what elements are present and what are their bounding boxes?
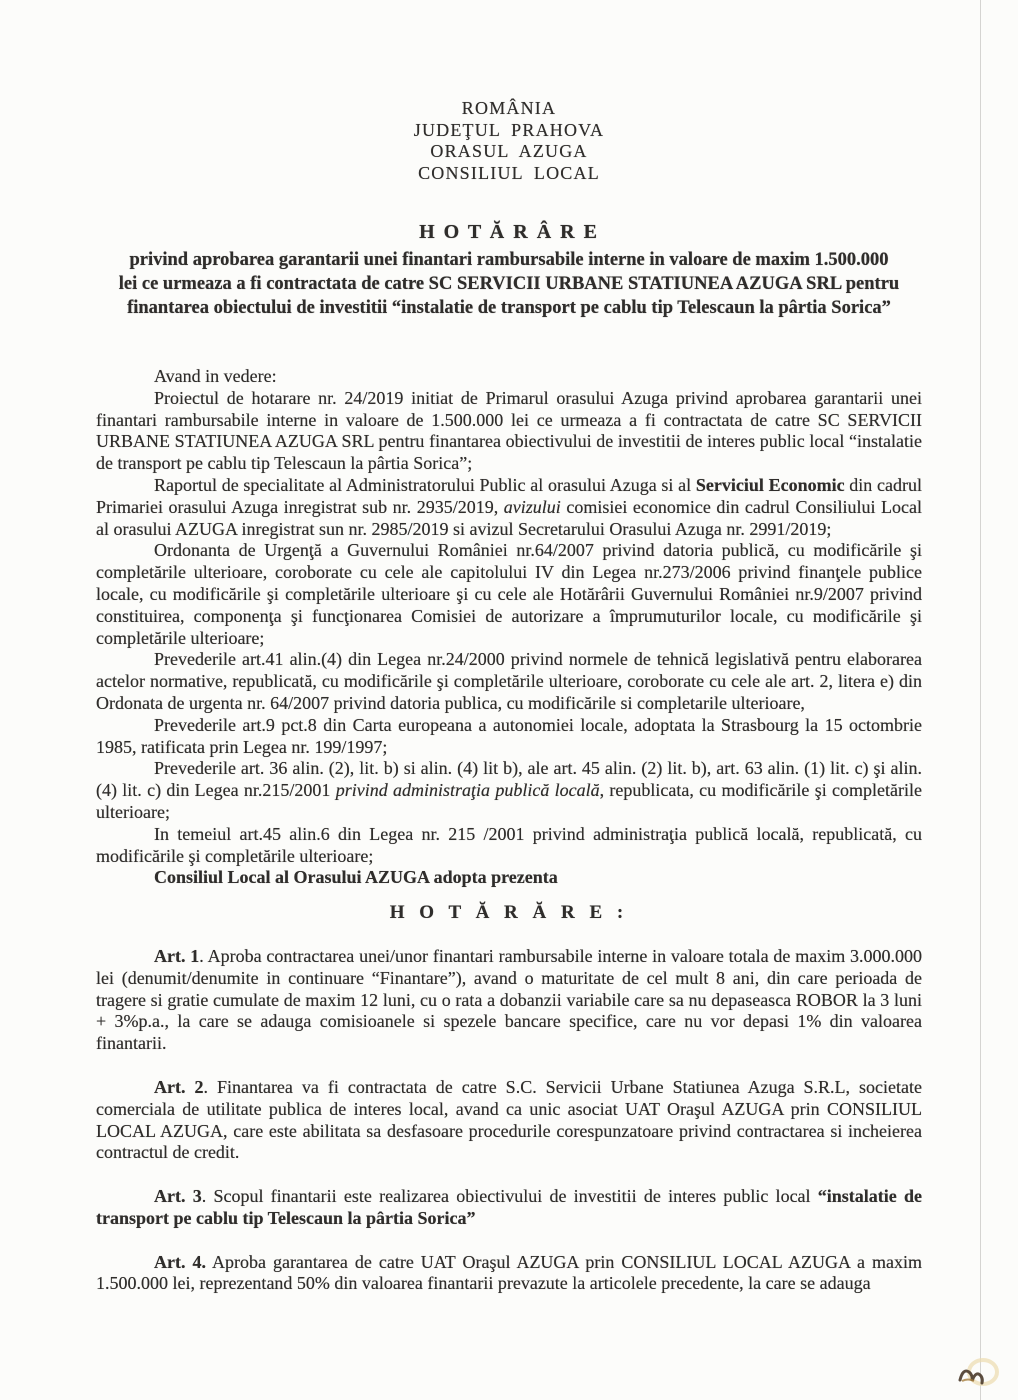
text-run: Prevederile art.41 alin.(4) din Legea nr.24/2000 privind normele de tehnică legislativă pentru elaborarea actelor normative, republicată, cu modificările şi completările ulterioare, coroborate cu cele ale art. 2, litera e) din Ordonata de urgenta nr. 64/2007 privind datoria publica, cu modificările si completarile ulterioare, [96, 649, 922, 713]
text-run: Serviciul Economic [695, 474, 845, 495]
paragraph [96, 1252, 922, 1296]
text-run: Raportul de specialitate al Administratorului Public al orasului Azuga si al [154, 474, 696, 495]
paragraph [96, 366, 922, 388]
text-run: Prevederile art. 36 alin. (2), lit. b) si alin. (4) lit b), ale art. 45 alin. (2) lit. b), art. 63 alin. (1) lit. c) şi alin. (4) lit. c) din Legea nr.215/2001 [96, 758, 922, 801]
ink-stain-artifact [950, 1350, 1002, 1394]
text-run: Consiliul Local al Orasului AZUGA adopta prezenta [154, 867, 558, 888]
text-run: . Scopul finantarii este realizarea obiectivului de investitii de interes public local [201, 1186, 818, 1207]
subtitle-line: finantarea obiectului de investitii “instalatie de transport pe cablu tip Telescaun la pârtia Sorica” [127, 298, 891, 318]
subtitle-line: lei ce urmeaza a fi contractata de catre SC SERVICII URBANE STATIUNEA AZUGA SRL pentru [118, 274, 900, 294]
text-run: comisiei economice din cadrul Consiliului Local al orasului AZUGA inregistrat sun nr. 2985/2019 si avizul Secretarului Orasului Azuga nr. 2991/2019; [96, 496, 922, 539]
paragraph [96, 715, 922, 759]
text-run: In temeiul art.45 alin.6 din Legea nr. 215 /2001 privind administraţia publică locală, republicată, cu modificările şi completările ulterioare; [96, 823, 922, 866]
paragraph [96, 540, 922, 649]
paragraph [96, 867, 922, 889]
text-run: din cadrul Primariei orasului Azuga inregistrat sub nr. 2935/2019, [96, 474, 923, 517]
text-run: Ordonanta de Urgenţă a Guvernului României nr.64/2007 privind datoria publică, cu modificările şi completările ulterioare, coroborate cu cele ale capitolului IV din Legea nr.273/2006 privind finanţele publice locale, cu modificările şi completările ulterioare şi cu cele ale Hotărârii Guvernului României nr.9/2007 privind constituirea, componenţa şi funcţionarea Comisiei de autorizare a împrumuturilor locale, cu modificările şi completările ulterioare; [96, 540, 922, 648]
scan-artifact-line [980, 0, 981, 1400]
paragraph [96, 1077, 922, 1164]
document-subtitle [56, 248, 962, 320]
paragraph [96, 388, 922, 475]
text-run: Art. 2 [154, 1076, 204, 1097]
header-line-council: CONSILIUL LOCAL [418, 162, 600, 183]
text-run: Art. 4. [154, 1251, 206, 1272]
paragraph [96, 475, 922, 540]
text-run: H O T Ă R Ă R E : [389, 902, 629, 924]
header-line-country: ROMÂNIA [461, 98, 557, 118]
text-run: Proiectul de hotarare nr. 24/2019 initiat de Primarul orasului Azuga privind aprobarea garantarii unei finantari rambursabile interne in valoare de 1.500.000 lei ce urmeaza a fi contractata de catre SC SERVICII URBANE STATIUNEA AZUGA SRL pentru finantarea obiectivului de investitii de interes public local “instalatie de transport pe cablu tip Telescaun la pârtia Sorica”; [96, 387, 922, 474]
paragraph [96, 1186, 922, 1230]
subtitle-line: privind aprobarea garantarii unei finantari rambursabile interne in valoare de maxim 1.500.000 [129, 250, 889, 270]
paragraph [96, 824, 922, 868]
header-line-county: JUDEŢUL PRAHOVA [413, 119, 605, 140]
document-header [0, 98, 1018, 184]
document-body [96, 366, 922, 1295]
text-run: avizului [503, 496, 561, 517]
paragraph [96, 946, 922, 1055]
text-run: Aproba garantarea de catre UAT Oraşul AZUGA prin CONSILIUL LOCAL AZUGA a maxim 1.500.000 lei, reprezentand 50% din valoarea finantarii prevazute la articolele precedente, la care se adauga [96, 1251, 922, 1294]
text-run: . Aproba contractarea unei/unor finantari rambursabile interne in valoare totala de maxim 3.000.000 lei (denumit/denumite in continuare “Finantare”), avand o maturitate de cel mult 8 ani, din care perioada de tragere si gratie cumulate de maxim 12 luni, cu o rata a dobanzii variabile care sa nu depaseasca ROBOR la 3 luni + 3%p.a., la care se adauga comisioanele si spezele bancare specifice, care nu vor depasi 1% din valoarea finantarii. [96, 945, 922, 1054]
text-run: Prevederile art.9 pct.8 din Carta europeana a autonomiei locale, adoptata la Strasbourg la 15 octombrie 1985, ratificata prin Legea nr. 199/1997; [96, 714, 922, 757]
section-heading [96, 902, 922, 924]
text-run: “instalatie de transport pe cablu tip Telescaun la pârtia Sorica” [96, 1186, 923, 1228]
header-line-city: ORASUL AZUGA [430, 141, 588, 161]
text-run: , republicata, cu modificările şi completările ulterioare; [96, 780, 922, 822]
paragraph [96, 758, 922, 823]
document-title: H O T Ă R Â R E [419, 221, 599, 243]
paragraph [96, 649, 922, 714]
text-run: Art. 3 [154, 1186, 202, 1207]
text-run: privind administraţia publică locală [335, 780, 600, 801]
text-run: . Finantarea va fi contractata de catre S.C. Servicii Urbane Statiunea Azuga S.R.L, societate comerciala de utilitate publica de interes local, avand ca unic asociat UAT Oraşul AZUGA prin CONSILIUL LOCAL AZUGA, care este abilitata sa desfasoare procedurile corespunzatoare privind contractarea si incheierea contractul de credit. [96, 1076, 922, 1163]
text-run: Art. 1 [154, 945, 200, 966]
text-run: Avand in vedere: [154, 366, 277, 386]
